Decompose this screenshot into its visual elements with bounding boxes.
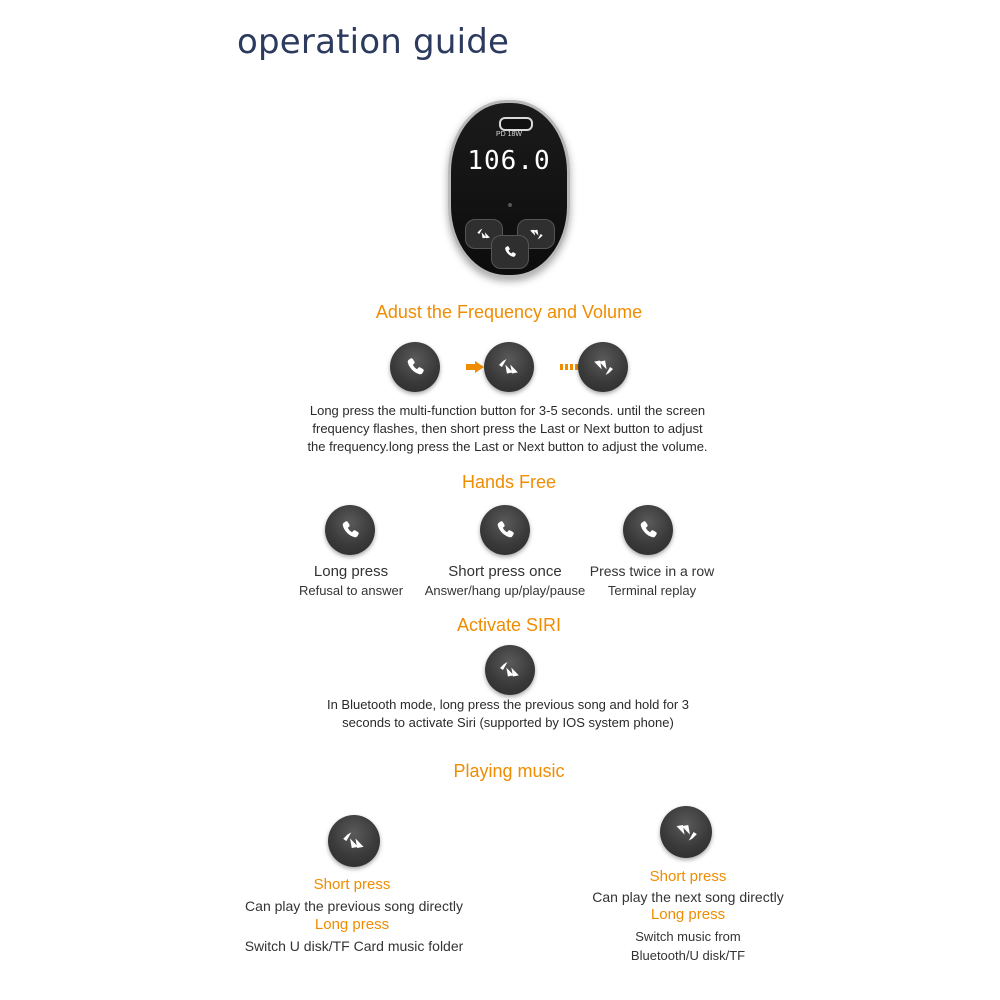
phone-button-long (325, 505, 375, 555)
frequency-heading: Adust the Frequency and Volume (375, 302, 643, 322)
previous-icon (476, 226, 492, 242)
previous-button (484, 342, 534, 392)
next-short-label: Short press (649, 868, 727, 885)
hands-free-result-2: Answer/hang up/play/pause (424, 583, 586, 598)
phone-button-twice (623, 505, 673, 555)
siri-heading: Activate SIRI (456, 615, 562, 635)
previous-icon (498, 658, 522, 682)
device-phone-button[interactable] (491, 235, 529, 269)
next-long-desc-line-1: Switch music from (635, 929, 741, 944)
phone-icon (493, 518, 517, 542)
siri-description (258, 696, 758, 732)
phone-icon (403, 355, 427, 379)
next-icon (591, 355, 615, 379)
hands-free-result-3: Terminal replay (607, 583, 697, 598)
usb-c-port (499, 117, 533, 131)
frequency-line-2: frequency flashes, then short press the Last or Next button to adjust (312, 421, 703, 436)
next-button (578, 342, 628, 392)
phone-icon (636, 518, 660, 542)
siri-line-2: seconds to activate Siri (supported by IOS system phone) (342, 715, 674, 730)
music-heading: Playing music (453, 761, 565, 781)
previous-icon (497, 355, 521, 379)
next-long-label: Long press (650, 906, 726, 923)
siri-line-1: In Bluetooth mode, long press the previous song and hold for 3 (326, 697, 690, 712)
siri-previous-button (485, 645, 535, 695)
frequency-description (250, 402, 765, 456)
hands-free-action-2: Short press once (448, 563, 562, 580)
fm-transmitter-device (448, 100, 570, 278)
frequency-line-3: the frequency.long press the Last or Next button to adjust the volume. (307, 439, 708, 454)
previous-long-label: Long press (314, 916, 390, 933)
music-next-button (660, 806, 712, 858)
multi-function-button (390, 342, 440, 392)
next-icon (673, 819, 699, 845)
hands-free-action-1: Long press (313, 563, 389, 580)
previous-long-desc: Switch U disk/TF Card music folder (244, 938, 464, 954)
previous-short-desc: Can play the previous song directly (245, 898, 463, 914)
previous-icon (341, 828, 367, 854)
arrow-right-icon (466, 361, 484, 373)
hands-free-result-1: Refusal to answer (298, 583, 404, 598)
hands-free-action-3: Press twice in a row (589, 563, 715, 579)
frequency-display: 106.0 (467, 146, 551, 176)
hands-free-heading: Hands Free (461, 472, 557, 492)
phone-icon (502, 244, 518, 260)
port-label: PD 18W (495, 131, 523, 138)
dotted-arrow-icon (560, 362, 578, 372)
page-title: operation guide (237, 22, 510, 62)
next-short-desc: Can play the next song directly (592, 889, 784, 905)
phone-icon (338, 518, 362, 542)
frequency-line-1: Long press the multi-function button for 3-5 seconds. until the screen (309, 403, 706, 418)
music-previous-button (328, 815, 380, 867)
next-long-desc-line-2: Bluetooth/U disk/TF (630, 948, 746, 963)
next-icon (528, 226, 544, 242)
previous-short-label: Short press (313, 876, 391, 893)
microphone-dot (508, 203, 512, 207)
phone-button-short (480, 505, 530, 555)
